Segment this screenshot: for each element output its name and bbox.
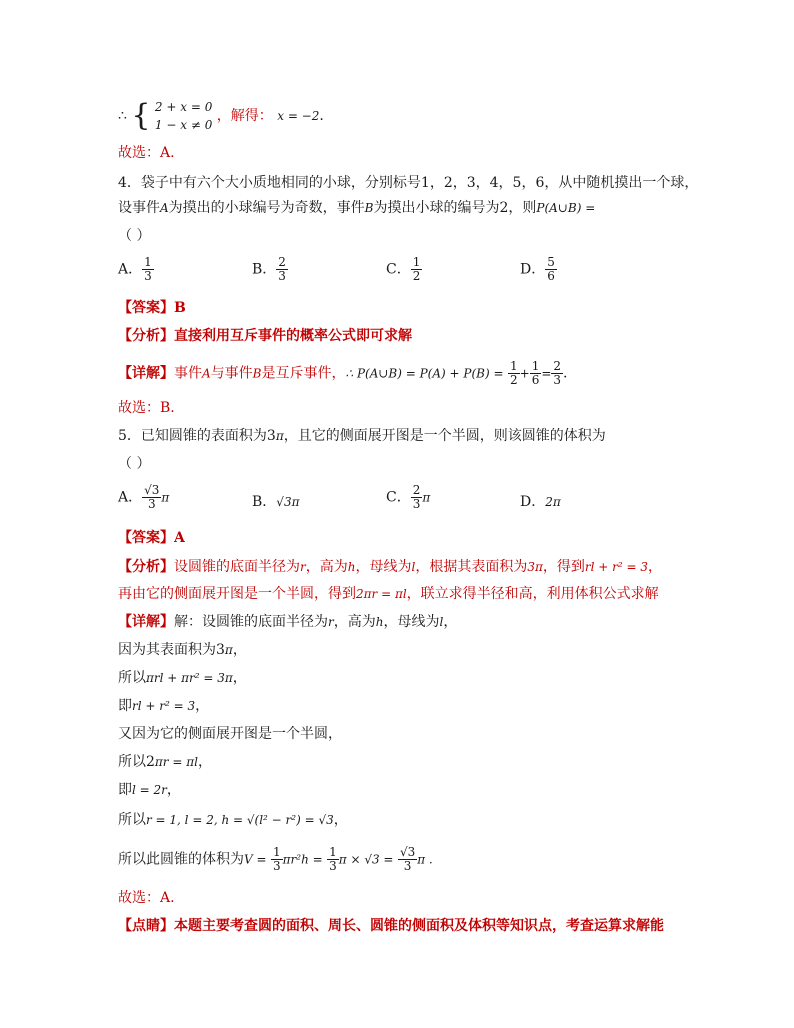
denominator: 3 <box>412 497 421 511</box>
q4-stem-line1: 4．袋子中有六个大小质地相同的小球，分别标号1，2，3，4，5，6，从中随机摸出一个球， <box>118 175 699 191</box>
analysis-text: ，高为 <box>305 559 348 575</box>
q5-option-c <box>386 484 430 511</box>
fraction-1-3 <box>271 846 283 873</box>
denominator: 2 <box>509 373 518 387</box>
solve-text: ，解得： <box>216 108 273 124</box>
detail-text: 事件 <box>174 365 202 382</box>
q4-option-d <box>520 256 557 283</box>
q4-option-c <box>386 256 422 283</box>
detail-expression: ∴ P(A∪B) = P(A) + P(B) = <box>345 366 504 381</box>
detail-text: ， <box>443 614 458 630</box>
plus-sign: + <box>519 366 530 381</box>
analysis-text: ，得到 <box>542 559 585 575</box>
fraction <box>142 256 154 283</box>
option-label: D． <box>520 494 546 510</box>
fraction-sqrt3-3 <box>398 846 417 873</box>
option-label: D． <box>520 261 546 278</box>
dianjing-text: 本题主要考查圆的面积、周长、圆锥的侧面积及体积等知识点，考查运算求解能 <box>174 918 664 934</box>
q5-dianjing-line <box>118 916 664 936</box>
denominator: 3 <box>403 859 412 873</box>
q4-detail-line <box>118 360 567 387</box>
numerator: 1 <box>509 359 518 373</box>
q4-text: 为摸出的小球编号为奇数，事件 <box>168 200 365 216</box>
analysis-text: ，母线为 <box>355 559 412 575</box>
equals-sign: = <box>541 366 552 381</box>
q5-option-a <box>118 484 169 511</box>
fraction <box>276 256 288 283</box>
q5-step-2 <box>118 668 247 688</box>
pi-symbol: π <box>422 490 431 505</box>
numerator: 1 <box>273 845 281 859</box>
var-h: h <box>347 560 356 574</box>
step-text: ， <box>232 670 247 686</box>
choose-a-line: 故选：A. <box>118 145 175 161</box>
pi-symbol: π <box>224 643 233 657</box>
q5-analysis-line2 <box>118 584 659 604</box>
numerator: 1 <box>412 255 421 269</box>
numerator: 5 <box>547 255 555 269</box>
answer-tag: 【答案】 <box>118 300 174 316</box>
q4-analysis-line <box>118 326 412 346</box>
step-text: ， <box>333 812 348 828</box>
fraction <box>142 484 161 511</box>
q4-text: 设事件 <box>118 200 160 216</box>
step-text: 所以此圆锥的体积为 <box>118 851 244 868</box>
denominator: 3 <box>329 859 337 873</box>
math-expr: π × √3 = <box>338 852 394 867</box>
math-expr: r = 1, l = 2, h = √(l² − r²) = √3 <box>146 813 334 827</box>
fraction-1-6 <box>530 360 542 387</box>
denominator: 3 <box>553 373 562 387</box>
answer-value: A <box>174 530 185 546</box>
numerator: √3 <box>144 483 160 497</box>
math-expr: 2πr = πl <box>356 587 407 601</box>
var-a: A <box>202 366 211 381</box>
q5-detail-line <box>118 612 457 632</box>
numerator: 1 <box>144 255 152 269</box>
q4-answer-line <box>118 298 186 318</box>
math-expr: V = <box>244 852 267 867</box>
numerator: √3 <box>399 845 416 859</box>
step-text: 所以2 <box>118 754 155 770</box>
q5-step-4: 又因为它的侧面展开图是一个半圆， <box>118 726 342 742</box>
math-expr: rl + r² = 3 <box>132 699 196 713</box>
denominator: 3 <box>278 269 286 283</box>
step-text: ， <box>197 754 212 770</box>
equation-2: 1 − x ≠ 0 <box>154 118 213 132</box>
denominator: 2 <box>412 269 421 283</box>
denominator: 3 <box>147 497 156 511</box>
answer-tag: 【答案】 <box>118 530 174 546</box>
pi-symbol: π <box>275 429 284 443</box>
fraction-1-3 <box>327 846 339 873</box>
therefore-symbol: ∴ <box>118 108 127 124</box>
fraction-2-3 <box>551 360 563 387</box>
math-expr: rl + r² = 3 <box>584 560 648 574</box>
denominator: 3 <box>144 269 152 283</box>
option-label: C． <box>386 489 411 506</box>
math-expr: πr²h = <box>282 852 323 867</box>
detail-text: ，母线为 <box>383 614 440 630</box>
q4-paren: （ ） <box>118 228 151 244</box>
denominator: 6 <box>531 373 540 387</box>
q5-paren: （ ） <box>118 456 151 472</box>
var-r: r <box>328 615 334 629</box>
option-value: 2π <box>545 495 561 509</box>
q4-option-b <box>252 256 288 283</box>
q5-step-1 <box>118 640 247 660</box>
q4-choose-line: 故选：B. <box>118 400 175 416</box>
period: . <box>563 365 568 382</box>
analysis-tag: 【分析】 <box>118 328 174 344</box>
numerator: 2 <box>553 359 562 373</box>
step-text: 即 <box>118 698 132 714</box>
detail-tag: 【详解】 <box>118 614 174 630</box>
detail-text: 是互斥事件， <box>261 365 346 382</box>
detail-text: 与事件 <box>210 365 253 382</box>
detail-text: ，高为 <box>333 614 376 630</box>
q5-step-5 <box>118 752 212 772</box>
option-label: B． <box>252 494 277 510</box>
q5-answer-line <box>118 528 185 548</box>
solution-system-line <box>118 98 324 134</box>
fraction-1-2 <box>508 360 520 387</box>
math-expr: πrl + πr² = 3π <box>146 671 233 685</box>
math-expr: πr = πl <box>154 755 198 769</box>
q5-stem-line1 <box>118 426 606 446</box>
math-expr: 3π <box>527 560 543 574</box>
step-text: 所以 <box>118 670 146 686</box>
option-label: B． <box>252 261 277 278</box>
fraction <box>411 484 423 511</box>
numerator: 1 <box>531 359 540 373</box>
equation-system <box>155 98 212 134</box>
q5-step-3 <box>118 696 209 716</box>
var-l: l <box>439 615 444 629</box>
numerator: 2 <box>412 483 421 497</box>
analysis-text: 设圆锥的底面半径为 <box>174 559 300 575</box>
option-label: A． <box>118 261 143 278</box>
analysis-text: ，根据其表面积为 <box>415 559 528 575</box>
q5-analysis-line1 <box>118 557 662 577</box>
q5-step-6 <box>118 780 181 800</box>
equation-1: 2 + x = 0 <box>154 100 213 114</box>
var-r: r <box>300 560 306 574</box>
q4-option-a <box>118 256 154 283</box>
var-b: B <box>364 201 374 215</box>
q4-stem-line2 <box>118 198 595 218</box>
var-h: h <box>375 615 384 629</box>
dianjing-tag: 【点睛】 <box>118 918 174 934</box>
var-a: A <box>160 201 169 215</box>
step-text: 因为其表面积为3 <box>118 642 225 658</box>
var-l: l <box>411 560 416 574</box>
math-expr: l = 2r <box>132 783 167 797</box>
answer-value: B <box>174 300 186 316</box>
q5-choose-line: 故选：A. <box>118 890 175 906</box>
step-text: 即 <box>118 782 132 798</box>
analysis-text: ， <box>647 559 662 575</box>
q5-text: ，且它的侧面展开图是一个半圆，则该圆锥的体积为 <box>283 428 606 444</box>
fraction <box>545 256 557 283</box>
step-text: ， <box>232 642 247 658</box>
period: . <box>319 108 324 124</box>
detail-text: 解：设圆锥的底面半径为 <box>174 614 328 630</box>
numerator: 1 <box>329 845 337 859</box>
step-text: ， <box>195 698 210 714</box>
pi-symbol: π <box>161 490 170 505</box>
q5-step-7 <box>118 810 348 830</box>
option-label: A． <box>118 489 143 506</box>
q5-step-8 <box>118 846 433 873</box>
detail-tag: 【详解】 <box>118 365 174 382</box>
analysis-text: 再由它的侧面展开图是一个半圆，得到 <box>118 586 356 602</box>
step-text: 所以 <box>118 812 146 828</box>
step-text: ， <box>166 782 181 798</box>
option-label: C． <box>386 261 411 278</box>
math-expr: π . <box>417 852 433 867</box>
analysis-text: ，联立求得半径和高，利用体积公式求解 <box>406 586 659 602</box>
analysis-text: 直接利用互斥事件的概率公式即可求解 <box>174 328 412 344</box>
solution-value: x = −2 <box>277 109 320 123</box>
denominator: 6 <box>547 269 555 283</box>
q5-option-d <box>520 491 561 511</box>
system-brace: { <box>131 98 151 133</box>
q4-expression: P(A∪B) = <box>536 201 596 215</box>
q4-text: 为摸出小球的编号为2，则 <box>373 200 537 216</box>
option-value: √3π <box>276 495 300 509</box>
numerator: 2 <box>278 255 286 269</box>
analysis-tag: 【分析】 <box>118 559 174 575</box>
q5-text: 5．已知圆锥的表面积为3 <box>118 428 276 444</box>
q5-option-b <box>252 491 299 511</box>
denominator: 3 <box>273 859 281 873</box>
fraction <box>411 256 423 283</box>
var-b: B <box>252 366 262 381</box>
